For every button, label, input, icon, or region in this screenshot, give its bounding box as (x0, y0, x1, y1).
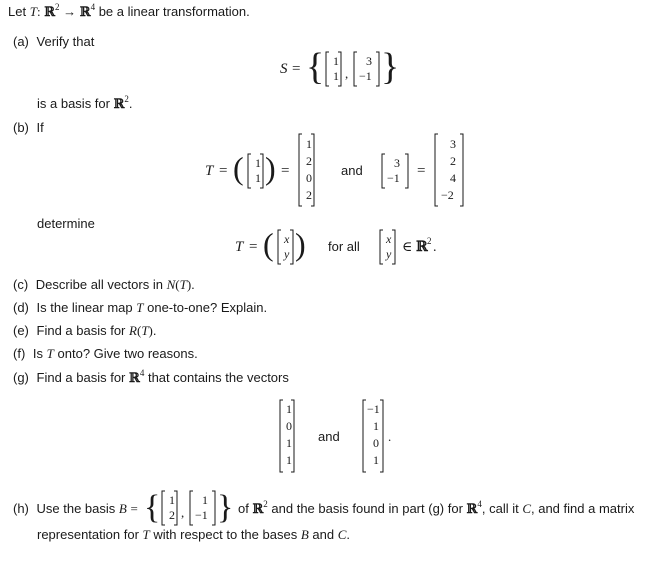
math-T: T (235, 239, 244, 255)
part-h-line-start (13, 501, 138, 517)
vector-entry: 0 (306, 171, 312, 185)
math-eq: = (130, 501, 138, 516)
math-exp: 4 (139, 368, 145, 378)
vector-entry: 1 (373, 419, 379, 433)
math-R: ℝ (466, 502, 478, 517)
part-a-after (37, 96, 133, 112)
vector-entry: 1 (306, 137, 312, 151)
math-exp: 4 (90, 2, 96, 12)
math-eq: = (417, 163, 426, 179)
bracket-left (278, 230, 281, 264)
vector-entry: 1 (202, 493, 208, 507)
right-brace: } (381, 46, 400, 88)
math-T: T (142, 527, 150, 542)
left-brace: { (306, 46, 325, 88)
bracket-right (405, 154, 408, 188)
part-label: (d) (13, 300, 29, 315)
math-eq: = (292, 61, 301, 77)
math-eq: = (219, 163, 228, 179)
bracket-left (382, 154, 385, 188)
math-R: ℝ (113, 97, 125, 112)
determine-text (37, 216, 95, 231)
part-a-line (13, 34, 94, 49)
text: . (346, 527, 351, 542)
text: , call it (481, 501, 519, 516)
part-label: (h) (13, 501, 29, 516)
vector-entry: −1 (367, 402, 380, 416)
text: . (128, 96, 133, 111)
math-T: T (205, 163, 214, 179)
part-b-line (13, 120, 44, 135)
part-label: (c) (13, 277, 29, 292)
intro-prefix: Let (8, 4, 27, 19)
text: determine (37, 216, 95, 231)
math-C: C (337, 527, 347, 542)
math-T: T (141, 323, 149, 338)
text: with respect to the bases (153, 527, 298, 542)
vector-entry: 1 (373, 453, 379, 467)
math-B: B (300, 527, 309, 542)
math-R: ℝ (416, 239, 428, 255)
math-eq: = (281, 163, 290, 179)
vector-entry: 1 (333, 54, 339, 68)
math-C: C (522, 501, 531, 516)
math-y: y (386, 247, 392, 261)
bracket-left (435, 134, 438, 206)
vector-entry: 2 (450, 154, 456, 168)
bracket-left (299, 134, 302, 206)
math-exp: 4 (477, 499, 482, 509)
text: is a basis for (37, 96, 110, 111)
math-period: . (433, 240, 437, 255)
paren: ( (233, 150, 244, 186)
bracket-left (190, 491, 193, 525)
vector-entry: −1 (195, 508, 208, 522)
paren: ) (295, 226, 306, 262)
vector-entry: 1 (333, 69, 339, 83)
comma: , (345, 66, 349, 81)
text: and the basis found in part (g) for (271, 501, 463, 516)
vector-entry: 2 (306, 154, 312, 168)
vector-entry: 3 (394, 156, 400, 170)
vector-entry: 2 (169, 508, 175, 522)
math-in: ∈ (402, 240, 413, 255)
vector-entry: 1 (286, 436, 292, 450)
text: Find a basis for (36, 323, 126, 338)
bracket-right (460, 134, 463, 206)
left-brace: { (144, 489, 161, 526)
and-text: and (341, 163, 363, 178)
math-eq: = (249, 239, 258, 255)
bracket-right (376, 52, 379, 86)
text: that contains the vectors (147, 370, 289, 385)
text: one-to-one? Explain. (147, 300, 268, 315)
basis-B-vectors (142, 486, 238, 530)
bracket-left (326, 52, 329, 86)
math-x: x (284, 232, 290, 246)
part-label: (g) (13, 370, 29, 385)
vector-entry: 0 (373, 436, 379, 450)
part-a-text: Verify that (36, 34, 95, 49)
math-R: ℝ (129, 371, 140, 386)
intro-suffix: be a linear transformation. (98, 4, 250, 19)
math-S: S (280, 61, 288, 77)
math-exp: 2 (55, 2, 60, 12)
vector-entry: 3 (450, 137, 456, 151)
for-all-text: for all (328, 239, 360, 254)
vector-entry: 1 (255, 156, 261, 170)
vector-entry: 0 (286, 419, 292, 433)
part-label: (f) (13, 346, 26, 361)
part-label: (e) (13, 323, 29, 338)
math-exp: 2 (124, 94, 129, 104)
part-h-line-end (238, 501, 634, 517)
bracket-left (280, 400, 283, 472)
vector-entry: 1 (286, 453, 292, 467)
math-period: . (388, 429, 392, 444)
bracket-left (380, 230, 383, 264)
math-x: x (386, 232, 392, 246)
intro-line (8, 4, 250, 20)
math-y: y (284, 247, 290, 261)
math-R: ℝ (252, 502, 264, 517)
bracket-left (354, 52, 357, 86)
math-T: T (179, 277, 187, 292)
part-b-text: If (36, 120, 44, 135)
part-g-line (13, 370, 289, 386)
text: . (152, 323, 157, 338)
right-brace: } (217, 489, 234, 526)
math-exp: 2 (427, 236, 432, 246)
text: and (312, 527, 335, 542)
paren: ( (263, 226, 274, 262)
vector-entry: −1 (359, 69, 372, 83)
vector-entry: 1 (169, 493, 175, 507)
math-B: B (118, 501, 127, 516)
text: onto? Give two reasons. (57, 346, 198, 361)
bracket-right (290, 230, 293, 264)
math-T: T (29, 4, 37, 19)
text: Use the basis (36, 501, 116, 516)
vector-entry: −1 (387, 171, 400, 185)
part-e-line: (e) Find a basis for R(T). (13, 323, 157, 338)
math-T: T (46, 346, 54, 361)
vector-entry: 1 (286, 402, 292, 416)
part-h-line-2 (37, 527, 350, 543)
part-c-line: (c) Describe all vectors in N(T). (13, 277, 195, 292)
math-R: ℝ (79, 5, 91, 20)
math-colon: : (36, 4, 41, 19)
math-R: R (129, 323, 137, 338)
part-g-vectors (270, 396, 420, 476)
text: . (191, 277, 195, 292)
paren: ) (265, 150, 276, 186)
bracket-right (392, 230, 395, 264)
text: Is the linear map (36, 300, 133, 315)
math-N: N (166, 277, 176, 292)
math-T: T (136, 300, 144, 315)
set-S-formula (270, 40, 420, 96)
vector-entry: −2 (441, 188, 454, 202)
text: Is (32, 346, 44, 361)
math-exp: 2 (263, 499, 268, 509)
part-d-line (13, 300, 267, 316)
text: Describe all vectors in (35, 277, 163, 292)
arrow-icon: → (63, 4, 77, 19)
bracket-left (363, 400, 366, 472)
vector-entry: 3 (366, 54, 372, 68)
bracket-right (380, 400, 383, 472)
and-text: and (318, 429, 340, 444)
text: representation for (37, 527, 139, 542)
vector-entry: 4 (450, 171, 456, 185)
part-label: (a) (13, 34, 29, 49)
part-f-line (13, 346, 198, 362)
bracket-left (248, 154, 251, 188)
T-definition-formula (195, 128, 475, 214)
bracket-right (212, 491, 215, 525)
text: Find a basis for (36, 370, 126, 385)
text: of (238, 501, 249, 516)
comma: , (181, 505, 185, 520)
part-label: (b) (13, 120, 29, 135)
T-general-formula (225, 222, 475, 270)
vector-entry: 1 (255, 171, 261, 185)
math-R: ℝ (44, 5, 55, 20)
bracket-left (162, 491, 165, 525)
text: , and find a matrix (531, 501, 635, 516)
vector-entry: 2 (306, 188, 312, 202)
